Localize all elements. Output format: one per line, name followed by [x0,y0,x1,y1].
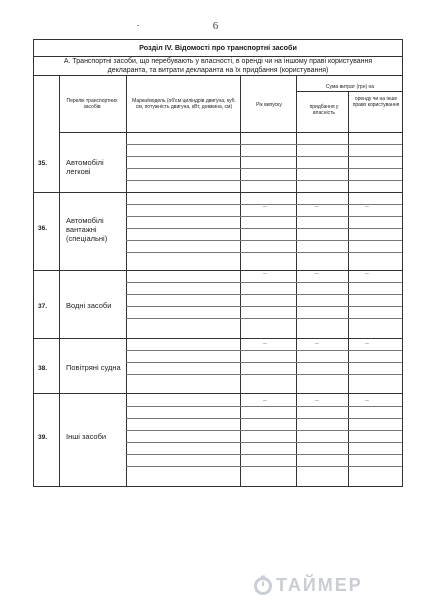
row-line [126,180,402,181]
label-line: легкові [66,167,91,176]
watermark-text: ТАЙМЕР [276,574,363,595]
row-line [126,156,402,157]
section-title: Розділ IV. Відомості про транспортні засоби [34,40,402,57]
empty-dash: – [315,270,319,277]
label-line: Водні засоби [66,301,112,310]
row-line [126,362,402,363]
empty-dash: – [263,270,267,277]
empty-dash: – [263,340,267,347]
empty-dash: – [263,397,267,404]
row-line [126,228,402,229]
label-line: Автомобілі [66,158,104,167]
empty-dash: – [315,340,319,347]
header-purchase: придбання у власність [309,104,339,117]
page-number: 6 [212,20,219,32]
row-line [126,374,402,375]
row-line [126,168,402,169]
empty-dash: – [365,270,369,277]
category-separator-line [34,270,402,271]
row-label-other [66,432,106,441]
category-separator-line [34,338,402,339]
subtitle-line-2: декларанта, та витрати декларанта на їх придбання (користування) [107,67,329,74]
label-line: Повітряні судна [66,363,121,372]
row-number-38: 38. [38,365,48,372]
row-line [126,306,402,307]
category-separator-line [34,393,402,394]
grid-line [240,76,241,486]
header-expense-sum: Сума витрат (грн) на [325,84,375,90]
row-line [126,282,402,283]
empty-dash: – [365,203,369,210]
empty-dash: – [263,203,267,210]
row-line [126,216,402,217]
grid-line [296,91,402,92]
row-label-trucks [66,216,107,243]
row-line [126,294,402,295]
row-line [126,406,402,407]
label-line: Інші засоби [66,432,107,441]
empty-dash: – [365,397,369,404]
header-year: Рік випуску [256,102,282,108]
watermark [253,573,363,597]
grid-line [126,76,127,486]
row-line [126,454,402,455]
row-line [126,350,402,351]
row-line [126,418,402,419]
empty-dash: – [365,340,369,347]
row-line [126,252,402,253]
row-label-air [66,363,121,372]
row-number-35: 35. [38,160,48,167]
row-number-36: 36. [38,225,48,232]
grid-line [59,76,60,486]
subtitle-line-1: А. Транспортні засоби, що перебувають у власності, в оренді чи на іншому праві користування [63,58,373,65]
row-line [126,318,402,319]
label-line: Автомобілі [66,216,104,225]
row-line [126,466,402,467]
grid-line [296,76,297,486]
label-line: вантажні [66,225,97,234]
row-line [126,430,402,431]
declaration-form-section [33,39,403,487]
empty-dash: – [315,397,319,404]
scan-speck [137,25,139,26]
header-rent: оренду чи на інше право користування [352,96,400,109]
category-separator-line [34,192,402,193]
header-list: Перелік транспортних засобів [66,98,118,111]
row-number-39: 39. [38,434,48,441]
grid-line [348,92,349,486]
grid-line [59,132,402,133]
empty-dash: – [315,203,319,210]
label-line: (спеціальні) [66,234,108,243]
section-subtitle [34,56,402,76]
row-label-cars [66,158,104,176]
row-number-37: 37. [38,303,48,310]
row-line [126,240,402,241]
row-label-water [66,301,111,310]
clock-icon [253,575,273,595]
header-brand-model: Марка/модель (об'єм циліндрів двигуна, куб. см, потужність двигуна, кВт, довжина, см) [132,98,236,111]
row-line [126,144,402,145]
row-line [126,442,402,443]
